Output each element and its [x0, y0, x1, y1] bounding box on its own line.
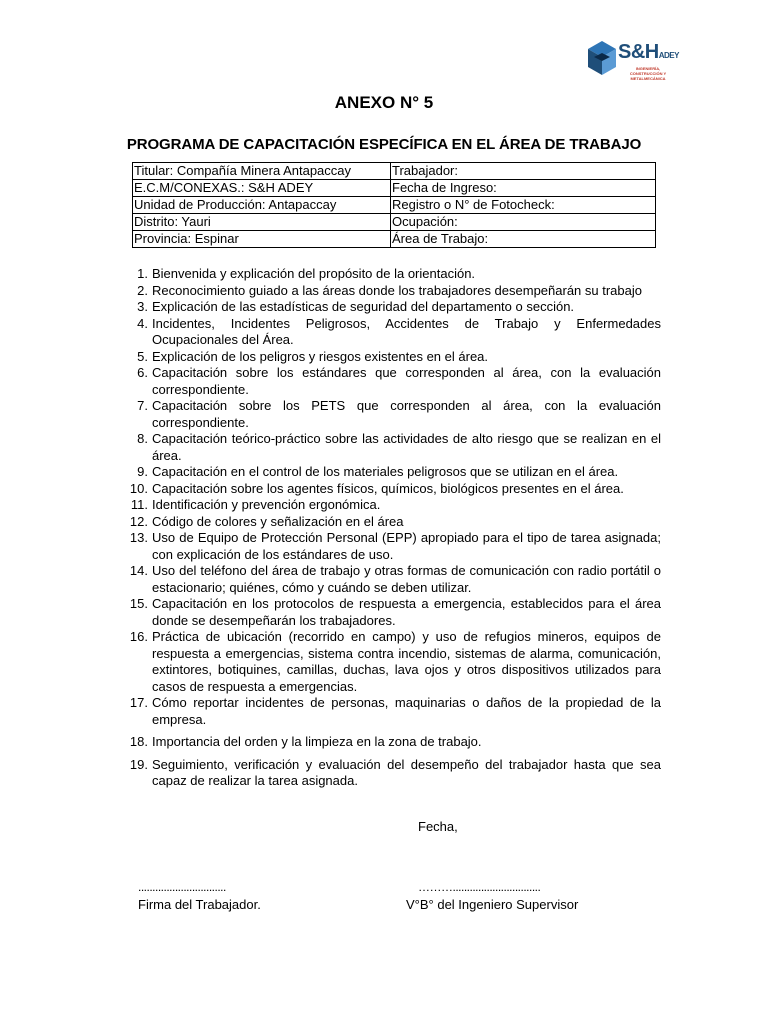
table-row	[133, 163, 656, 180]
list-item: 6. Capacitación sobre los estándares que corresponden al área, con la evaluación correspondiente.	[137, 365, 661, 397]
table-cell: Área de Trabajo:	[391, 231, 656, 248]
list-item: 1. Bienvenida y explicación del propósito de la orientación.	[137, 266, 476, 281]
training-topics-list	[124, 266, 661, 790]
worker-signature-label: Firma del Trabajador.	[138, 897, 261, 912]
list-item: 4. Incidentes, Incidentes Peligrosos, Accidentes de Trabajo y Enfermedades Ocupacionales del Área.	[137, 315, 661, 347]
table-cell: Titular: Compañía Minera Antapaccay	[133, 163, 391, 180]
table-cell: E.C.M/CONEXAS.: S&H ADEY	[133, 180, 391, 197]
date-label: Fecha,	[418, 819, 458, 834]
table-row	[133, 180, 656, 197]
table-cell: Trabajador:	[391, 163, 656, 180]
annex-title: ANEXO N° 5	[334, 93, 434, 112]
table-cell: Provincia: Espinar	[133, 231, 391, 248]
list-item: 8. Capacitación teórico-práctico sobre las actividades de alto riesgo que se realizan en el área.	[137, 431, 661, 463]
table-cell: Registro o N° de Fotocheck:	[391, 197, 656, 214]
logo-tagline: INGENIERÍA, CONSTRUCCIÓN Y METALMECÁNICA	[629, 66, 667, 81]
table-row	[133, 197, 656, 214]
table-cell: Unidad de Producción: Antapaccay	[133, 197, 391, 214]
list-item: 3. Explicación de las estadísticas de seguridad del departamento o sección.	[137, 299, 575, 314]
list-item: 19. Seguimiento, verificación y evaluación del desempeño del trabajador hasta que sea capaz de realizar la tarea asignada.	[129, 756, 661, 788]
list-item: 10. Capacitación sobre los agentes físicos, químicos, biológicos presentes en el área.	[129, 480, 624, 496]
list-item: 14. Uso del teléfono del área de trabajo y otras formas de comunicación con radio portátil o estacionario; quiénes, cómo y cuándo se deben utilizar.	[129, 563, 661, 595]
table-row	[133, 214, 656, 231]
table-cell: Fecha de Ingreso:	[391, 180, 656, 197]
list-item: 12. Código de colores y señalización en el área	[129, 513, 404, 529]
supervisor-signature-label: V°B° del Ingeniero Supervisor	[406, 897, 579, 912]
table-cell: Distrito: Yauri	[133, 214, 391, 231]
list-item: 18. Importancia del orden y la limpieza en la zona de trabajo.	[129, 734, 482, 749]
table-row	[133, 231, 656, 248]
list-item: 17. Cómo reportar incidentes de personas, maquinarias o daños de la propiedad de la empresa.	[129, 695, 661, 727]
list-item: 5. Explicación de los peligros y riesgos existentes en el área.	[137, 348, 489, 364]
list-item: 13. Uso de Equipo de Protección Personal (EPP) apropiado para el tipo de tarea asignada; con explicación de los estándares de uso.	[129, 530, 661, 562]
list-item: 7. Capacitación sobre los PETS que corresponden al área, con la evaluación correspondiente.	[137, 398, 661, 430]
company-logo	[584, 35, 679, 85]
list-item: 15. Capacitación en los protocolos de respuesta a emergencia, establecidos para el área donde se desempeñarán los trabajadores.	[129, 596, 661, 628]
worker-signature-line: ...............................	[138, 880, 226, 894]
list-item: 9. Capacitación en el control de los materiales peligrosos que se utilizan en el área.	[137, 464, 619, 479]
info-table	[132, 162, 656, 248]
program-title: PROGRAMA DE CAPACITACIÓN ESPECÍFICA EN EL ÁREA DE TRABAJO	[126, 136, 642, 153]
supervisor-signature-line: ………...............................	[418, 880, 541, 894]
logo-cube-icon	[584, 35, 620, 85]
list-item: 2. Reconocimiento guiado a las áreas donde los trabajadores desempeñarán su trabajo	[137, 282, 642, 298]
list-item: 11. Identificación y prevención ergonómica.	[130, 497, 381, 512]
table-cell: Ocupación:	[391, 214, 656, 231]
list-item: 16. Práctica de ubicación (recorrido en campo) y uso de refugios mineros, equipos de respuesta a emergencias, sistema contra incendio, sistemas de alarma, comunicación, extintores, botiquines, camillas, duchas, lava ojos y otros dispositivos utilizados para casos de respuesta a emergencias.	[129, 629, 661, 694]
logo-wordmark: S&HADEY	[618, 41, 679, 63]
